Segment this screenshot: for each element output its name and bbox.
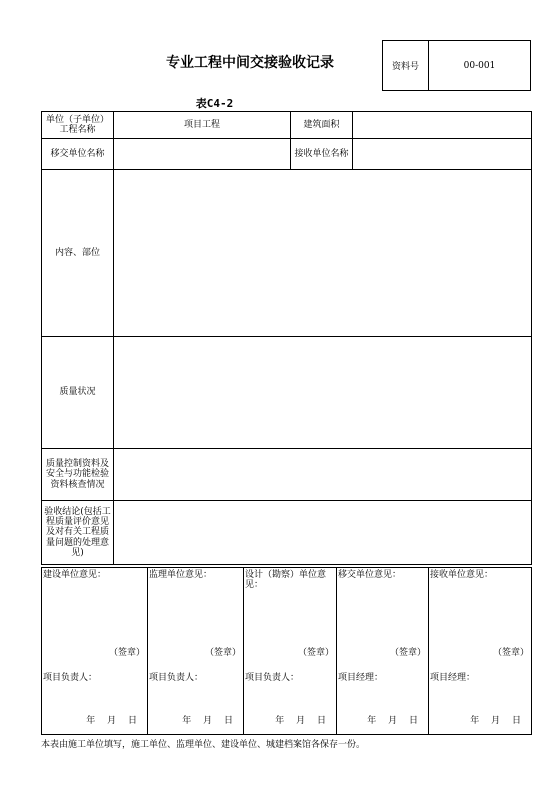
supervisor-seal: （签章） (204, 648, 241, 658)
signature-cell-handover[interactable] (337, 568, 429, 735)
building-area-value[interactable] (353, 112, 532, 139)
handover-opinion-heading: 移交单位意见： (338, 570, 402, 580)
signature-cell-owner[interactable] (42, 568, 148, 735)
signature-cell-designer[interactable] (244, 568, 337, 735)
acceptance-conclusion-label: 验收结论(包括工程质量评价意见及对有关工程质量问题的处理意见) (42, 501, 114, 565)
supervisor-manager: 项目负责人： (149, 673, 204, 683)
unit-name-value[interactable]: 项目工程 (114, 112, 291, 139)
form-table (41, 111, 532, 565)
designer-manager: 项目负责人： (245, 673, 300, 683)
quality-status-label: 质量状况 (42, 337, 114, 449)
content-location-field[interactable] (114, 170, 532, 337)
designer-seal: （签章） (297, 648, 334, 658)
receiver-seal: （签章） (492, 648, 529, 658)
handover-date: 年 月 日 (367, 716, 418, 726)
owner-date: 年 月 日 (86, 716, 137, 726)
owner-manager: 项目负责人： (43, 673, 98, 683)
document-code-label: 资料号 (383, 41, 429, 90)
signature-cell-supervisor[interactable] (148, 568, 244, 735)
unit-name-label: 单位（子单位）工程名称 (42, 112, 114, 139)
content-location-label: 内容、部位 (42, 170, 114, 337)
handover-manager: 项目经理： (338, 673, 384, 683)
acceptance-conclusion-field[interactable] (114, 501, 532, 565)
document-code-value[interactable]: 00-001 (463, 60, 496, 71)
receiver-unit-value[interactable] (353, 139, 532, 170)
footnote: 本表由施工单位填写，施工单位、监理单位、建设单位、城建档案馆各保存一份。 (41, 740, 366, 750)
document-code-box (382, 40, 531, 91)
handover-unit-label: 移交单位名称 (42, 139, 114, 170)
quality-control-field[interactable] (114, 449, 532, 501)
handover-unit-value[interactable] (114, 139, 291, 170)
receiver-date: 年 月 日 (470, 716, 521, 726)
designer-opinion-heading: 设计（勘察）单位意见： (245, 570, 327, 590)
signature-cell-receiver[interactable] (429, 568, 532, 735)
receiver-unit-label: 接收单位名称 (291, 139, 353, 170)
building-area-label: 建筑面积 (291, 112, 353, 139)
receiver-opinion-heading: 接收单位意见： (430, 570, 494, 580)
owner-opinion-heading: 建设单位意见： (43, 570, 107, 580)
designer-date: 年 月 日 (275, 716, 326, 726)
quality-control-label: 质量控制资料及安全与功能检验资料核查情况 (42, 449, 114, 501)
signature-table (41, 567, 532, 735)
supervisor-date: 年 月 日 (182, 716, 233, 726)
form-title: 专业工程中间交接验收记录 (166, 55, 334, 71)
receiver-manager: 项目经理： (430, 673, 476, 683)
quality-status-field[interactable] (114, 337, 532, 449)
handover-seal: （签章） (389, 648, 426, 658)
supervisor-opinion-heading: 监理单位意见： (149, 570, 213, 580)
form-number: 表C4-2 (195, 97, 234, 110)
owner-seal: （签章） (108, 648, 145, 658)
